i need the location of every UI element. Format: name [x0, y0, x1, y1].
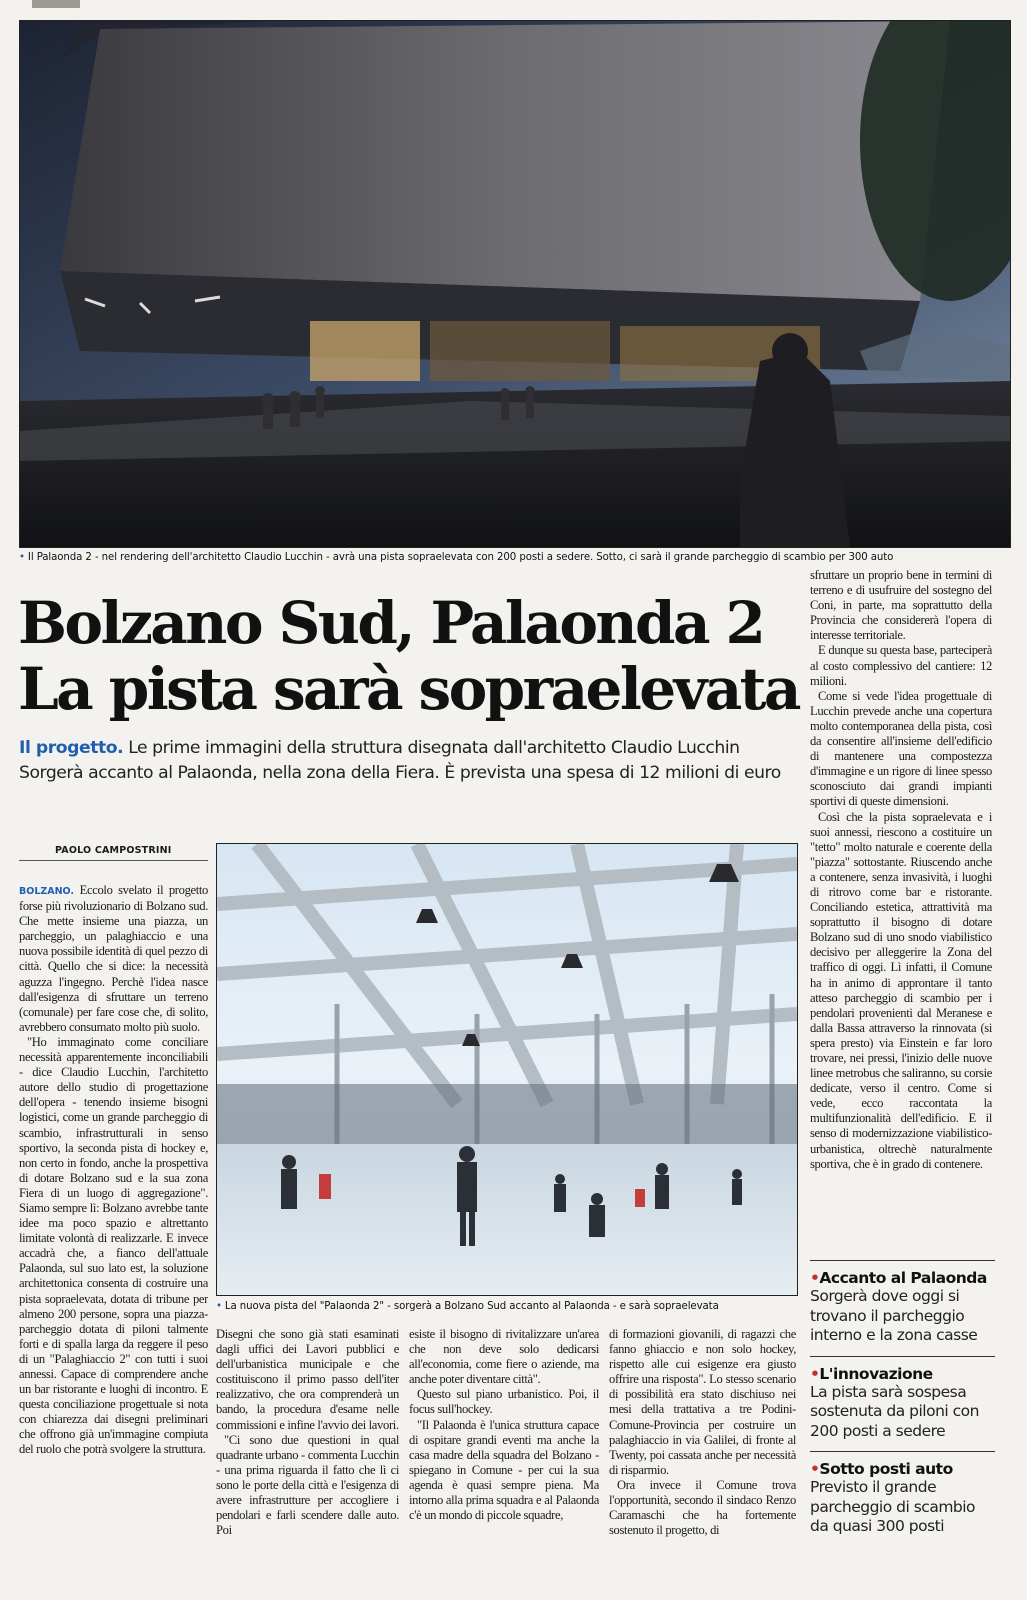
fact-title-text: L'innovazione	[819, 1364, 933, 1383]
bullet-icon: •	[810, 1460, 820, 1478]
article-paragraph: Così che la pista sopraelevata e i suoi annessi, riescono a costituire un "tetto" molto naturale e coerente della "piazza" sottostante. Riuscendo anche a contenere, senza invasività, i luoghi di ritrovo come bar e ristorante. Conciliando estetica, attrattività ma soprattutto il bisogno di dotare Bolzano sud di uno snodo viabilistico decisivo per alleggerire la Zona del traffico di oggi. Lì infatti, il Comune ha in animo di approntare il tanto atteso parcheggio di scambio per i pendolari provenienti dal Meranese e dalla Bassa attraverso la rinnovata (si spera presto) via Einstein e far loro trovare, nei pressi, l'inizio delle nuove linee metrobus che saliranno, su corsie dedicate, verso il centro. Come si vede, ecco raccontata la multifunzionalità dell'edificio. E il senso di modernizzazione viabilistico-urbanistica, oltrechè naturalmente sportiva, che è in grado di contenere.	[810, 809, 992, 1171]
byline-author: PAOLO CAMPOSTRINI	[55, 845, 172, 856]
article-paragraph: Questo sul piano urbanistico. Poi, il focus sull'hockey.	[409, 1387, 599, 1417]
article-column-5	[810, 568, 992, 1254]
article-paragraph: Ora invece il Comune trova l'opportunità, secondo il sindaco Renzo Caramaschi che ha fortemente sostenuto il progetto, di	[609, 1477, 796, 1538]
headline-line-2: La pista sarà sopraelevata	[18, 655, 799, 723]
fact-title	[810, 1460, 995, 1478]
rink-photo-caption	[216, 1301, 719, 1312]
article-column-2	[216, 1327, 399, 1595]
article-paragraph: "Il Palaonda è l'unica struttura capace di ospitare grandi eventi ma anche la casa madre della squadra del Bolzano - spiegano in Comune - per cui la sua agenda è quasi sempre piena. Ma intorno alla prima squadra e al Palaonda c'è un mondo di piccole squadre,	[409, 1417, 599, 1523]
bullet-icon: •	[810, 1269, 820, 1287]
page-tab-marker	[32, 0, 80, 8]
rendering-illustration	[20, 21, 1010, 547]
fact-text: La pista sarà sospesa sostenuta da piloni con 200 posti a sedere	[810, 1382, 979, 1440]
headline	[18, 590, 808, 722]
article-paragraph: di formazioni giovanili, di ragazzi che fanno ghiaccio e non solo hockey, rispetto alle cui esigenze era giusto offrire una risposta". Lo stesso scenario di possibilità era stato dischiuso nei mesi della trattativa a tre Podini-Comune-Provincia per costruire un palaghiaccio in via Galilei, di fronte al Twenty, poi cassata anche per necessità di risparmio.	[609, 1327, 796, 1477]
article-column-3	[409, 1327, 599, 1595]
article-column-1	[19, 883, 208, 1595]
article-paragraph: Come si vede l'idea progettuale di Lucchin prevede anche una copertura molto contemporanea della pista, così da consentire all'insieme dell'edificio di mantenere una compostezza d'immagine e un rigore di linee spesso sconosciuto dai grandi impianti sportivi di queste dimensioni.	[810, 688, 992, 809]
article-paragraph	[19, 883, 208, 1035]
fact-title-text: Accanto al Palaonda	[819, 1269, 987, 1287]
deck	[19, 736, 819, 786]
top-photo-caption	[19, 552, 893, 563]
fact-box	[810, 1356, 995, 1442]
article-paragraph: "Ci sono due questioni in qual quadrante urbano - commenta Lucchin - una prima riguarda il fatto che lì ci sono le porte della città e l'esigenza di avere infrastrutture per accogliere i pendolari e farli scendere dalle auto. Poi	[216, 1432, 399, 1538]
rink-rendering-photo	[216, 843, 798, 1296]
rendering-photo	[19, 20, 1011, 548]
fact-box	[810, 1451, 995, 1537]
fact-title	[810, 1365, 995, 1383]
article-paragraph: E dunque su questa base, parteciperà al costo complessivo del cantiere: 12 milioni.	[810, 643, 992, 688]
rink-photo-caption-text: La nuova pista del "Palaonda 2" - sorgerà a Bolzano Sud accanto al Palaonda - e sarà sopraelevata	[224, 1301, 719, 1312]
byline	[19, 845, 208, 861]
fact-text: Previsto il grande parcheggio di scambio da quasi 300 posti	[810, 1478, 976, 1535]
fact-box	[810, 1260, 995, 1346]
bullet-icon: •	[810, 1364, 820, 1383]
fact-sidebar	[810, 1260, 995, 1547]
paragraph-text: Eccolo svelato il progetto forse più rivoluzionario di Bolzano sud. Che mette insieme una piazza, un parcheggio, un palaghiaccio e una nuova possibile identità di quel pezzo di città. Quello che si dice: la necessità aguzza l'ingegno. Perchè l'idea nasce dall'esigenza di sfruttare un terreno (comunale) per fare cose che, di solito, avrebbero consumato molto più suolo.	[19, 883, 208, 1034]
article-paragraph: "Ho immaginato come conciliare necessità apparentemente inconciliabili - dice Claudio Lucchin, l'architetto autore dello studio di progettazione dell'opera - tenendo insieme bisogni logistici, come un grande parcheggio di scambio, infrastrutturali in senso sportivo, la seconda pista di hockey e, non certo in fondo, anche la prospettiva di dotare Bolzano sud e la sua zona Fiera di un luogo di aggregazione". Siamo sempre lì: Bolzano avrebbe tante idee ma poco spazio e altrettanto limitate volontà di realizzarle. E invece accadrà che, a fianco dell'attuale Palaonda, sul suo lato est, la soluzione architettonica consenta di costruire una pista sopraelevata, dotata di tribune per almeno 200 persone, sopra una piazza-parcheggio dotata di piloni talmente forti e di spalla larga da reggere il peso di un "Palaghiaccio 2" con tutti i suoi annessi. Capace di comprendere anche un bar ristorante e luoghi di incontro. E questa conciliazione progettuale si nota con chiarezza dai disegni preliminari che offrono già un'immagine compiuta del ruolo che potrà svolgere la struttura.	[19, 1034, 208, 1457]
rink-illustration	[217, 844, 797, 1295]
deck-line-1: Le prime immagini della struttura disegnata dall'architetto Claudio Lucchin	[128, 738, 740, 758]
deck-kicker: Il progetto.	[19, 738, 124, 758]
deck-line-2: Sorgerà accanto al Palaonda, nella zona della Fiera. È prevista una spesa di 12 milioni di euro	[19, 763, 781, 783]
top-photo-caption-text: Il Palaonda 2 - nel rendering dell'architetto Claudio Lucchin - avrà una pista sopraelevata con 200 posti a sedere. Sotto, ci sarà il grande parcheggio di scambio per 300 auto	[27, 552, 894, 563]
article-paragraph: esiste il bisogno di rivitalizzare un'area che non deve solo dedicarsi all'economia, come fiere o aziende, ma anche poter diventare città".	[409, 1327, 599, 1387]
caption-bullet-icon: •	[19, 552, 25, 563]
fact-title-text: Sotto posti auto	[819, 1460, 953, 1478]
fact-text: Sorgerà dove oggi si trovano il parcheggio interno e la zona casse	[810, 1287, 978, 1344]
article-paragraph: sfruttare un proprio bene in termini di terreno e di usufruire del sostegno del Coni, in parte, ma soprattutto della Provincia che considererà l'opera di interesse territoriale.	[810, 568, 992, 643]
caption-bullet-icon: •	[216, 1301, 222, 1312]
fact-title	[810, 1269, 995, 1287]
article-paragraph: Disegni che sono già stati esaminati dagli uffici dei Lavori pubblici e dell'urbanistica municipale e che costituiscono il primo passo dell'iter realizzativo, che ora comprenderà un bando, la procedura d'esame nelle commissioni e infine l'avvio dei lavori.	[216, 1327, 399, 1432]
dateline: BOLZANO.	[19, 886, 75, 897]
article-column-4	[609, 1327, 796, 1595]
headline-line-1: Bolzano Sud, Palaonda 2	[18, 589, 764, 657]
